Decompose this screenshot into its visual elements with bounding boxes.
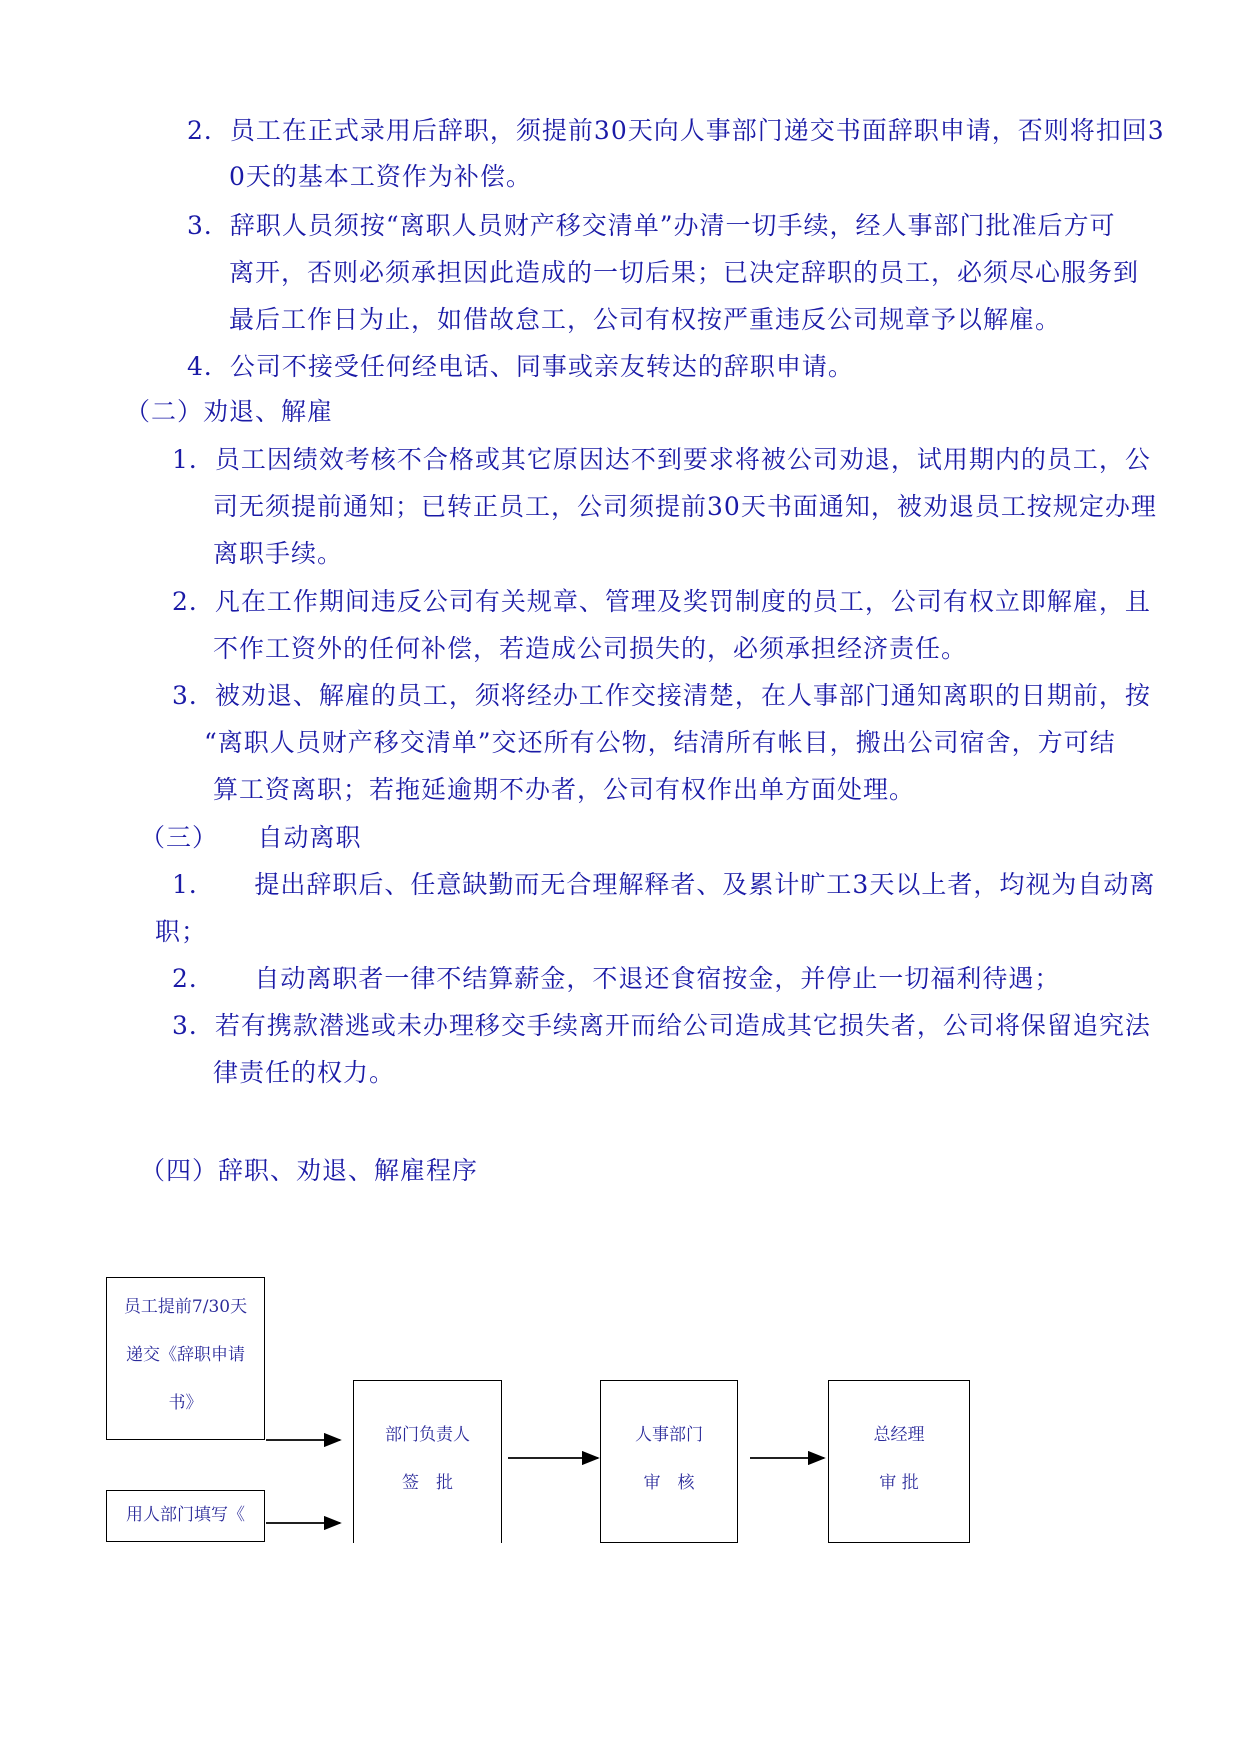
text-line: 2．凡在工作期间违反公司有关规章、管理及奖罚制度的员工，公司有权立即解雇，且: [172, 587, 1151, 616]
box-text: 用人部门填写《: [126, 1505, 245, 1525]
box-text: 审 核: [643, 1473, 695, 1493]
box-text: 书》: [168, 1393, 203, 1413]
box-text: 总经理: [873, 1425, 925, 1445]
text-line: 4．公司不接受任何经电话、同事或亲友转达的辞职申请。: [187, 352, 854, 381]
section-heading: （二）劝退、解雇: [125, 397, 334, 426]
text-line: 最后工作日为止，如借故怠工，公司有权按严重违反公司规章予以解雇。: [229, 305, 1062, 334]
text-line: 1．员工因绩效考核不合格或其它原因达不到要求将被公司劝退，试用期内的员工，公: [172, 445, 1151, 474]
text-line: 2．员工在正式录用后辞职，须提前30天向人事部门递交书面辞职申请，否则将扣回3: [187, 116, 1165, 145]
text-line: 3．若有携款潜逃或未办理移交手续离开而给公司造成其它损失者，公司将保留追究法: [172, 1011, 1151, 1040]
text-line: “离职人员财产移交清单”交还所有公物，结清所有帐目，搬出公司宿舍，方可结: [204, 728, 1116, 757]
text-line: 1． 提出辞职后、任意缺勤而无合理解释者、及累计旷工3天以上者，均视为自动离: [172, 870, 1156, 899]
box-text: 签 批: [402, 1473, 453, 1493]
text-line: 3．被劝退、解雇的员工，须将经办工作交接清楚，在人事部门通知离职的日期前，按: [172, 681, 1151, 710]
text-line: 不作工资外的任何补偿，若造成公司损失的，必须承担经济责任。: [213, 634, 968, 663]
text-line: 律责任的权力。: [213, 1058, 396, 1087]
text-line: 职；: [155, 917, 208, 946]
box-text: 部门负责人: [385, 1425, 470, 1445]
box-text: 员工提前7/30天: [123, 1297, 248, 1317]
text-line: 算工资离职；若拖延逾期不办者，公司有权作出单方面处理。: [213, 775, 916, 804]
box-text: 人事部门: [635, 1425, 703, 1445]
box-text: 审 批: [879, 1473, 919, 1493]
section-heading: （四）辞职、劝退、解雇程序: [140, 1156, 479, 1185]
text-line: 0天的基本工资作为补偿。: [229, 162, 532, 191]
text-line: 2． 自动离职者一律不结算薪金，不退还食宿按金，并停止一切福利待遇；: [172, 964, 1061, 993]
text-line: 离开，否则必须承担因此造成的一切后果；已决定辞职的员工，必须尽心服务到: [229, 258, 1140, 287]
text-line: 司无须提前通知；已转正员工，公司须提前30天书面通知，被劝退员工按规定办理: [213, 492, 1157, 521]
section-heading: （三） 自动离职: [140, 823, 362, 852]
text-line: 3．辞职人员须按“离职人员财产移交清单”办清一切手续，经人事部门批准后方可: [187, 211, 1116, 240]
box-text: 递交《辞职申请: [126, 1345, 245, 1365]
text-line: 离职手续。: [213, 539, 344, 568]
